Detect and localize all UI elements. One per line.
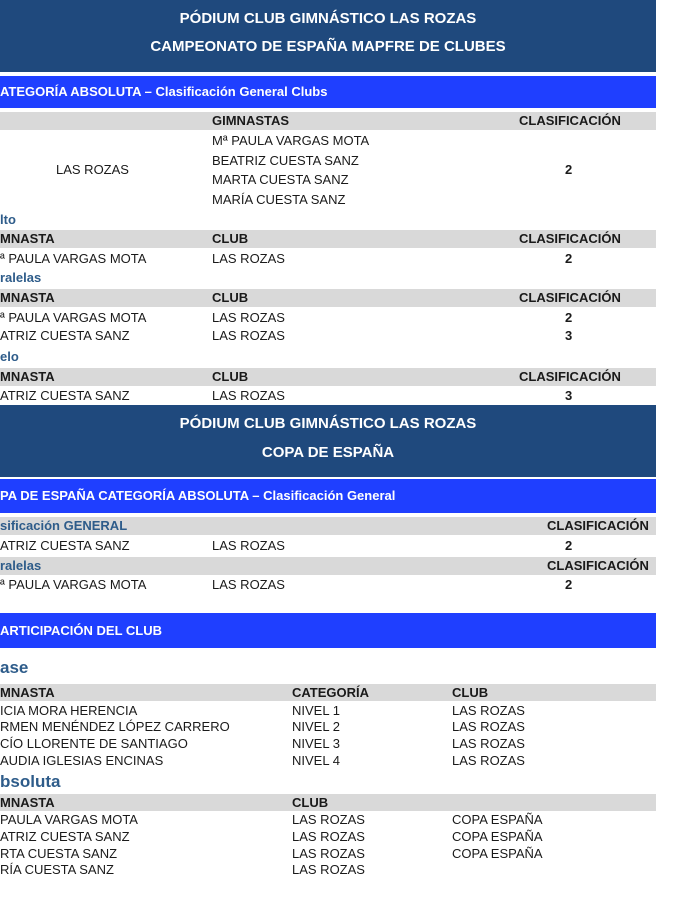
row-gimnasta: RTA CUESTA SANZ [0, 846, 118, 861]
row-gimnasta: PAULA VARGAS MOTA [0, 812, 138, 827]
row-club: LAS ROZAS [452, 753, 525, 768]
apparatus-salto-title: lto [0, 212, 16, 227]
row-categoria: NIVEL 3 [292, 736, 340, 751]
row-club: LAS ROZAS [292, 846, 365, 861]
row-extra: COPA ESPAÑA [452, 829, 543, 844]
section-paralelas-title: ralelas [0, 557, 656, 575]
base-header [0, 684, 656, 701]
header-clasificacion: CLASIFICACIÓN [519, 369, 621, 384]
header-clasificacion: CLASIFICACIÓN [519, 231, 621, 246]
row-gimnasta: ATRIZ CUESTA SANZ [0, 538, 130, 553]
podium2-category: PA DE ESPAÑA CATEGORÍA ABSOLUTA – Clasificación General [0, 488, 396, 503]
header-gimnastas: GIMNASTAS [212, 113, 290, 128]
row-club: LAS ROZAS [292, 862, 365, 877]
row-gimnasta: RMEN MENÉNDEZ LÓPEZ CARRERO [0, 719, 230, 734]
podium2-title: PÓDIUM CLUB GIMNÁSTICO LAS ROZAS [179, 415, 477, 432]
podium2-subtitle: COPA DE ESPAÑA [261, 444, 395, 461]
row-rank: 3 [565, 328, 573, 343]
row-club: LAS ROZAS [212, 310, 285, 325]
row-gimnasta: ª PAULA VARGAS MOTA [0, 251, 147, 266]
header-club: CLUB [292, 795, 329, 810]
row-club: LAS ROZAS [212, 388, 285, 403]
podium1-club-header [0, 112, 656, 130]
row-club: LAS ROZAS [292, 812, 365, 827]
row-rank: 2 [565, 251, 573, 266]
row-extra: COPA ESPAÑA [452, 846, 543, 861]
podium1-category-bar [0, 76, 656, 108]
apparatus-paralelas-title: ralelas [0, 270, 42, 285]
section-general-clasificacion: CLASIFICACIÓN [547, 518, 649, 533]
row-club: LAS ROZAS [212, 251, 285, 266]
row-gimnasta: ª PAULA VARGAS MOTA [0, 577, 147, 592]
header-categoria: CATEGORÍA [292, 685, 370, 700]
row-rank: 2 [565, 538, 573, 553]
apparatus-suelo-header [0, 368, 656, 386]
podium2-category-bar [0, 479, 656, 513]
absoluta-header [0, 794, 656, 811]
section-paralelas-clasificacion: CLASIFICACIÓN [547, 558, 649, 573]
row-club: LAS ROZAS [452, 736, 525, 751]
gymnast-4: MARÍA CUESTA SANZ [212, 192, 346, 207]
club-rank: 2 [565, 162, 573, 177]
row-gimnasta: RÍA CUESTA SANZ [0, 862, 114, 877]
apparatus-salto-header [0, 230, 656, 248]
row-categoria: NIVEL 2 [292, 719, 340, 734]
participacion-bar [0, 613, 656, 648]
row-club: LAS ROZAS [212, 328, 285, 343]
row-gimnasta: ATRIZ CUESTA SANZ [0, 829, 130, 844]
header-gimnasta: MNASTA [0, 231, 55, 246]
podium1-category: ATEGORÍA ABSOLUTA – Clasificación General Clubs [0, 84, 328, 99]
gymnast-3: MARTA CUESTA SANZ [212, 172, 349, 187]
header-gimnasta: MNASTA [0, 290, 55, 305]
row-club: LAS ROZAS [212, 577, 285, 592]
podium1-subtitle: CAMPEONATO DE ESPAÑA MAPFRE DE CLUBES [150, 38, 506, 55]
row-gimnasta: ATRIZ CUESTA SANZ [0, 328, 130, 343]
section-general-title: sificación GENERAL [0, 517, 656, 535]
header-clasificacion: CLASIFICACIÓN [519, 290, 621, 305]
row-club: LAS ROZAS [292, 829, 365, 844]
row-gimnasta: ª PAULA VARGAS MOTA [0, 310, 147, 325]
row-club: LAS ROZAS [452, 719, 525, 734]
apparatus-suelo-title: elo [0, 349, 19, 364]
row-gimnasta: CÍO LLORENTE DE SANTIAGO [0, 736, 188, 751]
row-rank: 3 [565, 388, 573, 403]
podium2-banner [0, 405, 656, 477]
row-gimnasta: AUDIA IGLESIAS ENCINAS [0, 753, 164, 768]
row-categoria: NIVEL 4 [292, 753, 340, 768]
header-club: CLUB [212, 290, 249, 305]
row-gimnasta: ATRIZ CUESTA SANZ [0, 388, 130, 403]
gymnast-1: Mª PAULA VARGAS MOTA [212, 133, 370, 148]
row-club: LAS ROZAS [452, 703, 525, 718]
row-gimnasta: ICIA MORA HERENCIA [0, 703, 138, 718]
header-gimnasta: MNASTA [0, 685, 55, 700]
header-club: CLUB [452, 685, 489, 700]
row-rank: 2 [565, 577, 573, 592]
club-name: LAS ROZAS [56, 162, 129, 177]
participacion-title: ARTICIPACIÓN DEL CLUB [0, 623, 163, 638]
header-gimnasta: MNASTA [0, 369, 55, 384]
podium1-title: PÓDIUM CLUB GIMNÁSTICO LAS ROZAS [179, 10, 477, 27]
gymnast-2: BEATRIZ CUESTA SANZ [212, 153, 359, 168]
header-clasificacion: CLASIFICACIÓN [519, 113, 621, 128]
header-club: CLUB [212, 231, 249, 246]
header-club: CLUB [212, 369, 249, 384]
absoluta-title: bsoluta [0, 772, 61, 791]
row-extra: COPA ESPAÑA [452, 812, 543, 827]
row-rank: 2 [565, 310, 573, 325]
apparatus-paralelas-header [0, 289, 656, 307]
header-gimnasta: MNASTA [0, 795, 55, 810]
row-club: LAS ROZAS [212, 538, 285, 553]
base-title: ase [0, 658, 29, 677]
podium1-banner [0, 0, 656, 72]
row-categoria: NIVEL 1 [292, 703, 340, 718]
